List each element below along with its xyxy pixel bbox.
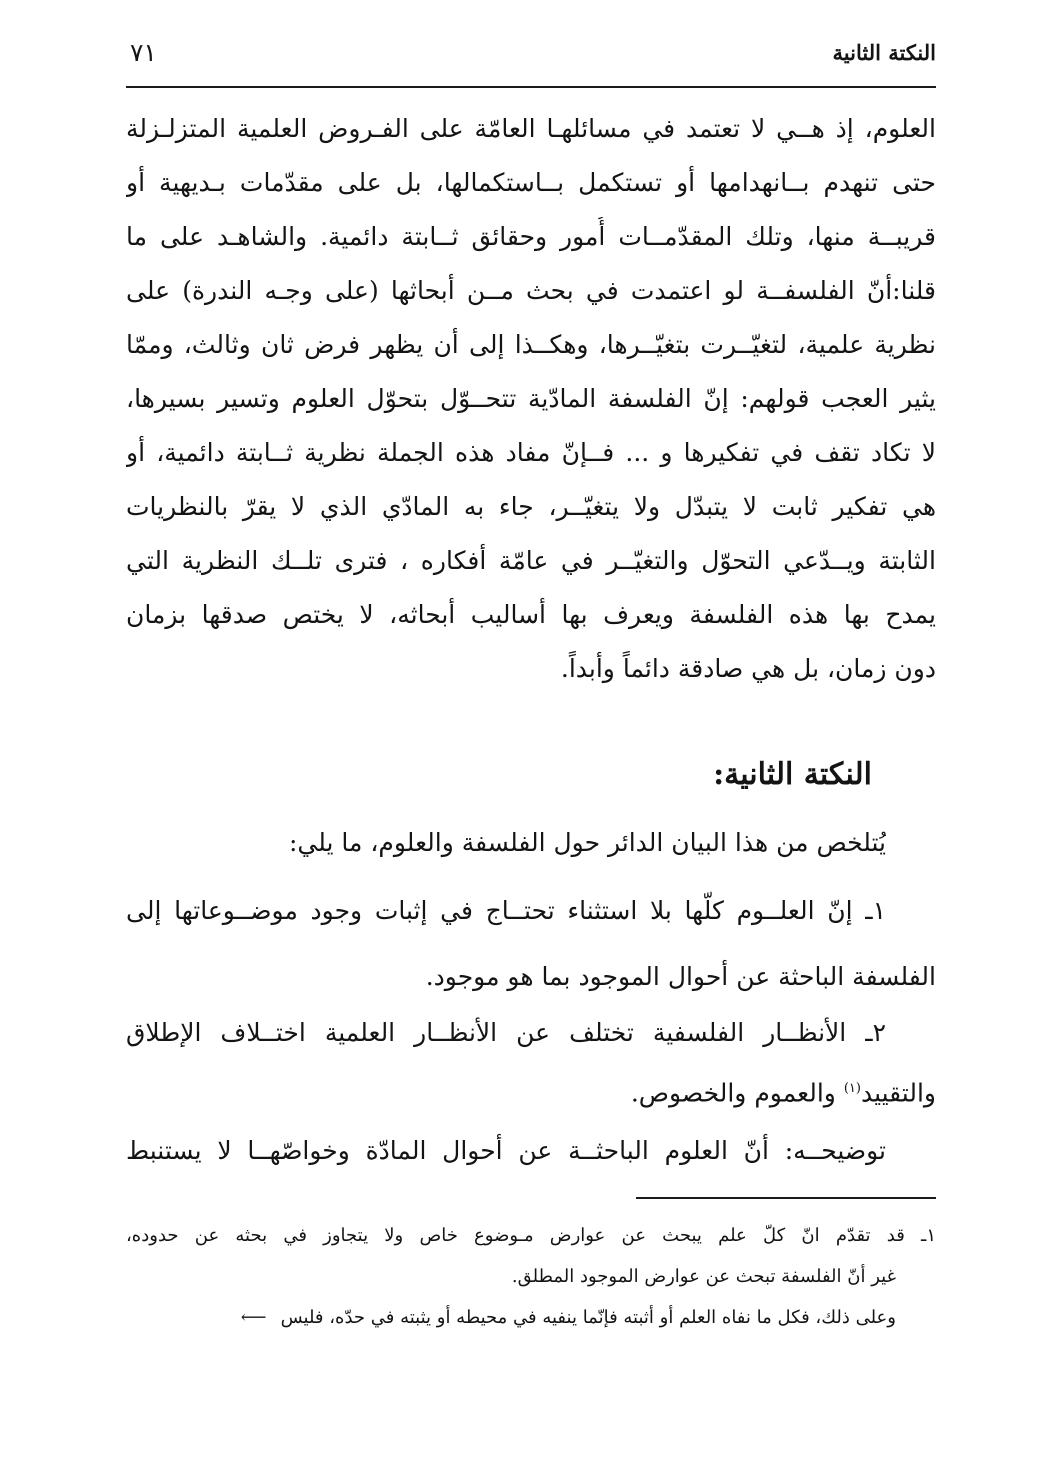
explanation-line: توضيحــه: أنّ العلوم الباحثــة عن أحوال المادّة وخواصّهــا لا يستنبط: [126, 1136, 886, 1165]
page-number: ٧١: [130, 38, 157, 67]
footnote-line: غير أنّ الفلسفة تبحث عن عوارض الموجود المطلق.: [511, 1266, 896, 1287]
point-2-line: [126, 1069, 936, 1113]
body-line: هي تفكير ثابت لا يتبدّل ولا يتغيّــر، جاء به المادّي الذي لا يقرّ بالنظريات: [126, 492, 936, 521]
footnote-marker: (١): [843, 1081, 861, 1096]
section-heading: النكتة الثانية:: [713, 757, 872, 792]
footnote-text: وعلى ذلك، فكل ما نفاه العلم أو أثبته فإنّما ينفيه في محيطه أو يثبته في حدّه، فليس: [280, 1307, 896, 1328]
body-line: الثابتة ويــدّعي التحوّل والتغيّــر في عامّة أفكاره ، فترى تلــك النظرية التي: [126, 546, 936, 575]
footnote-divider: [636, 1197, 936, 1199]
body-line: يمدح بها هذه الفلسفة ويعرف بها أساليب أبحاثه، لا يختص صدقها بزمان: [126, 600, 936, 629]
point-2-line: ٢ـ الأنظــار الفلسفية تختلف عن الأنظــار العلمية اختــلاف الإطلاق: [126, 1018, 886, 1047]
footnote-line: [126, 1303, 896, 1333]
intro-line: يُتلخص من هذا البيان الدائر حول الفلسفة والعلوم، ما يلي:: [288, 828, 886, 857]
point-1-line: الفلسفة الباحثة عن أحوال الموجود بما هو موجود.: [425, 962, 936, 991]
body-line: قلنا:أنّ الفلسفــة لو اعتمدت في بحث مــن أبحاثها (على وجـه الندرة) على: [126, 276, 936, 305]
point-2-text: والتقييد: [860, 1078, 936, 1108]
body-line: لا تكاد تقف في تفكيرها و ... فــإنّ مفاد هذه الجملة نظرية ثــابتة دائمية، أو: [126, 438, 936, 467]
left-arrow-icon: ⟵: [240, 1307, 267, 1328]
point-1-line: ١ـ إنّ العلــوم كلّها بلا استثناء تحتــاج في إثبات وجود موضــوعاتها إلى: [126, 896, 886, 925]
footnote-line: ١ـ قد تقدّم انّ كلّ علم يبحث عن عوارض مـوضوع خاص ولا يتجاوز في بحثه عن حدوده،: [126, 1225, 936, 1246]
body-line: يثير العجب قولهم: إنّ الفلسفة المادّية تتحــوّل بتحوّل العلوم وتسير بسيرها،: [126, 384, 936, 413]
body-line: دون زمان، بل هي صادقة دائماً وأبداً.: [560, 654, 936, 683]
header-divider: [126, 86, 936, 88]
running-header-title: النكتة الثانية: [832, 40, 936, 65]
body-line: حتى تنهدم بــانهدامها أو تستكمل بــاستكمالها، بل على مقدّمات بـديهية أو: [126, 168, 936, 197]
body-line: العلوم، إذ هــي لا تعتمد في مسائلهـا العامّة على الفـروض العلمية المتزلـزلة: [126, 114, 936, 143]
body-line: قريبــة منها، وتلك المقدّمــات أُمور وحقائق ثــابتة دائمية. والشاهـد على ما: [126, 222, 936, 251]
body-line: نظرية علمية، لتغيّــرت بتغيّــرها، وهكــذا إلى أن يظهر فرض ثان وثالث، وممّا: [126, 330, 936, 359]
point-2-text: والعموم والخصوص.: [630, 1078, 844, 1108]
